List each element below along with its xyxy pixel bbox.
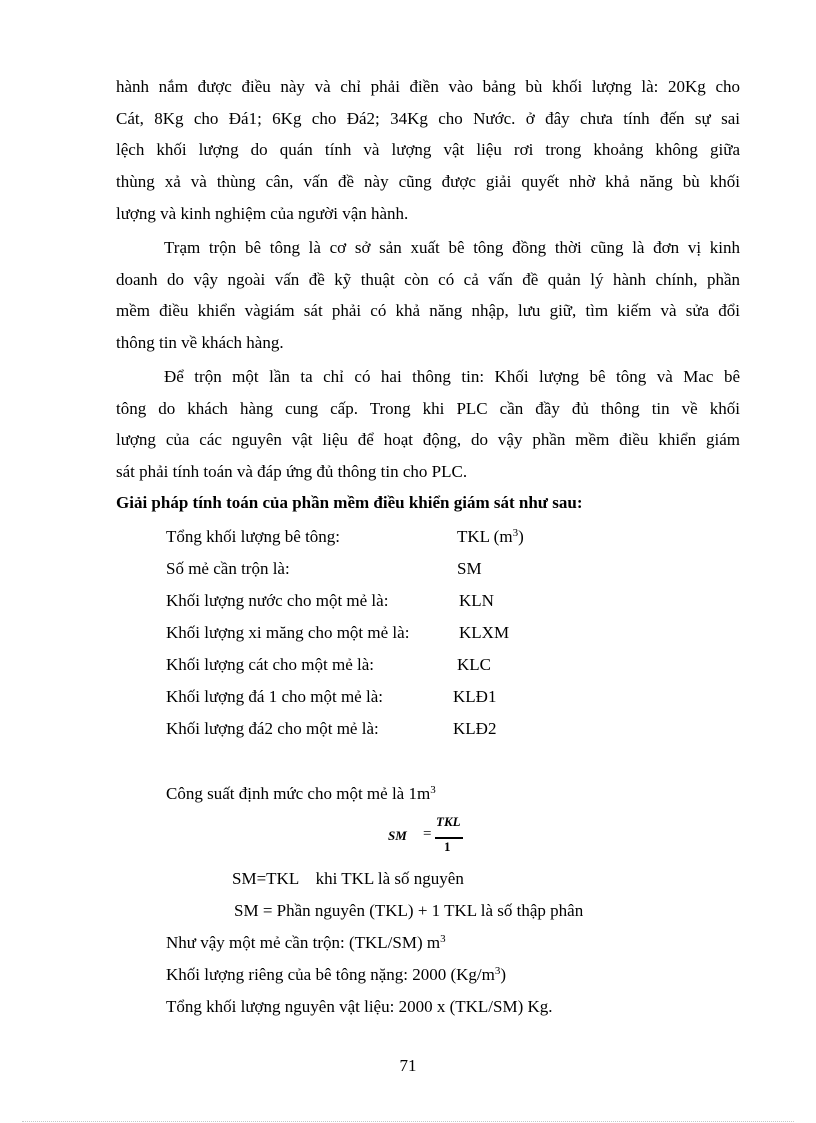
text-line: hành nắm được điều này và chỉ phải điền vào bảng bù khối lượng là: 20Kg cho <box>116 77 740 96</box>
text-line: thùng xả và thùng cân, vấn đề này cũng được giải quyết nhờ khả năng bù khối <box>116 172 740 192</box>
definition-symbol: KLXM <box>459 623 510 642</box>
text-line: thông tin về khách hàng. <box>116 333 284 353</box>
definition-label: Khối lượng cát cho một mẻ là: <box>166 655 374 674</box>
text-line: sát phải tính toán và đáp ứng đủ thông tin cho PLC. <box>116 462 468 482</box>
text-line: lượng của các nguyên vật liệu để hoạt động, do vậy phần mềm điều khiển giám <box>116 430 740 450</box>
definition-symbol: KLĐ1 <box>453 687 497 706</box>
section-heading: Giải pháp tính toán của phần mềm điều khiển giám sát như sau: <box>116 493 583 512</box>
page-number: 71 <box>399 1056 417 1075</box>
summary-line: Tổng khối lượng nguyên vật liệu: 2000 x (TKL/SM) Kg. <box>166 997 553 1016</box>
text-line: lệch khối lượng do quán tính và lượng vật liệu rơi trong khoảng không giữa <box>116 140 740 160</box>
summary-line: Khối lượng riêng của bê tông nặng: 2000 $(Kg/m^3)$ <box>166 965 507 984</box>
definition-symbol: KLĐ2 <box>453 719 497 738</box>
definition-symbol: SM <box>457 559 482 578</box>
paragraph-1 <box>116 71 740 230</box>
text-line: doanh do vậy ngoài vấn đề kỹ thuật còn có cả vấn đề quản lý hành chính, phần <box>116 269 740 289</box>
text-line: Trạm trộn bê tông là cơ sở sản xuất bê tông đồng thời cũng là đơn vị kinh <box>164 238 740 257</box>
text-line: mềm điều khiển vàgiám sát phải có khả năng nhập, lưu giữ, tìm kiếm và sửa đổi <box>116 301 740 321</box>
definition-symbol: TKL $(m^3)$ <box>457 527 524 546</box>
definition-label: Khối lượng nước cho một mẻ là: <box>166 591 389 610</box>
formula-numerator: TKL <box>436 814 461 829</box>
formula-equals: = <box>423 826 432 842</box>
definition-symbol: KLC <box>457 655 491 674</box>
formula-lhs: SM <box>388 828 407 843</box>
case-line: SM=TKL khi TKL là số nguyên <box>232 869 464 888</box>
paragraph-2 <box>116 232 740 359</box>
definition-label: Khối lượng đá 1 cho một mẻ là: <box>166 687 383 706</box>
definition-symbol: KLN <box>459 591 494 610</box>
formula-sm <box>388 814 478 860</box>
formula-denominator: 1 <box>444 839 451 854</box>
definition-label: Khối lượng đá2 cho một mẻ là: <box>166 719 379 738</box>
case-line: SM = Phần nguyên (TKL) + 1 TKL là số thập phân <box>234 901 584 920</box>
page-border-dotted <box>22 1121 794 1122</box>
definition-label: Tổng khối lượng bê tông: <box>166 527 341 546</box>
summary-line: Như vậy một mẻ cần trộn: (TKL/SM) $m^3$ <box>166 933 446 952</box>
text-line: lượng và kinh nghiệm của người vận hành. <box>116 203 409 223</box>
text-line: tông do khách hàng cung cấp. Trong khi PLC cần đầy đủ thông tin về khối <box>116 398 740 418</box>
text-line: Cát, 8Kg cho Đá1; 6Kg cho Đá2; 34Kg cho Nước. ở đây chưa tính đến sự sai <box>116 108 740 128</box>
definition-label: Số mẻ cần trộn là: <box>166 559 290 578</box>
capacity-line: Công suất định mức cho một mẻ là $1m^3$ <box>166 784 436 803</box>
definition-label: Khối lượng xi măng cho một mẻ là: <box>166 623 410 642</box>
text-line: Để trộn một lần ta chỉ có hai thông tin: Khối lượng bê tông và Mac bê <box>164 367 740 386</box>
paragraph-3 <box>116 361 740 488</box>
